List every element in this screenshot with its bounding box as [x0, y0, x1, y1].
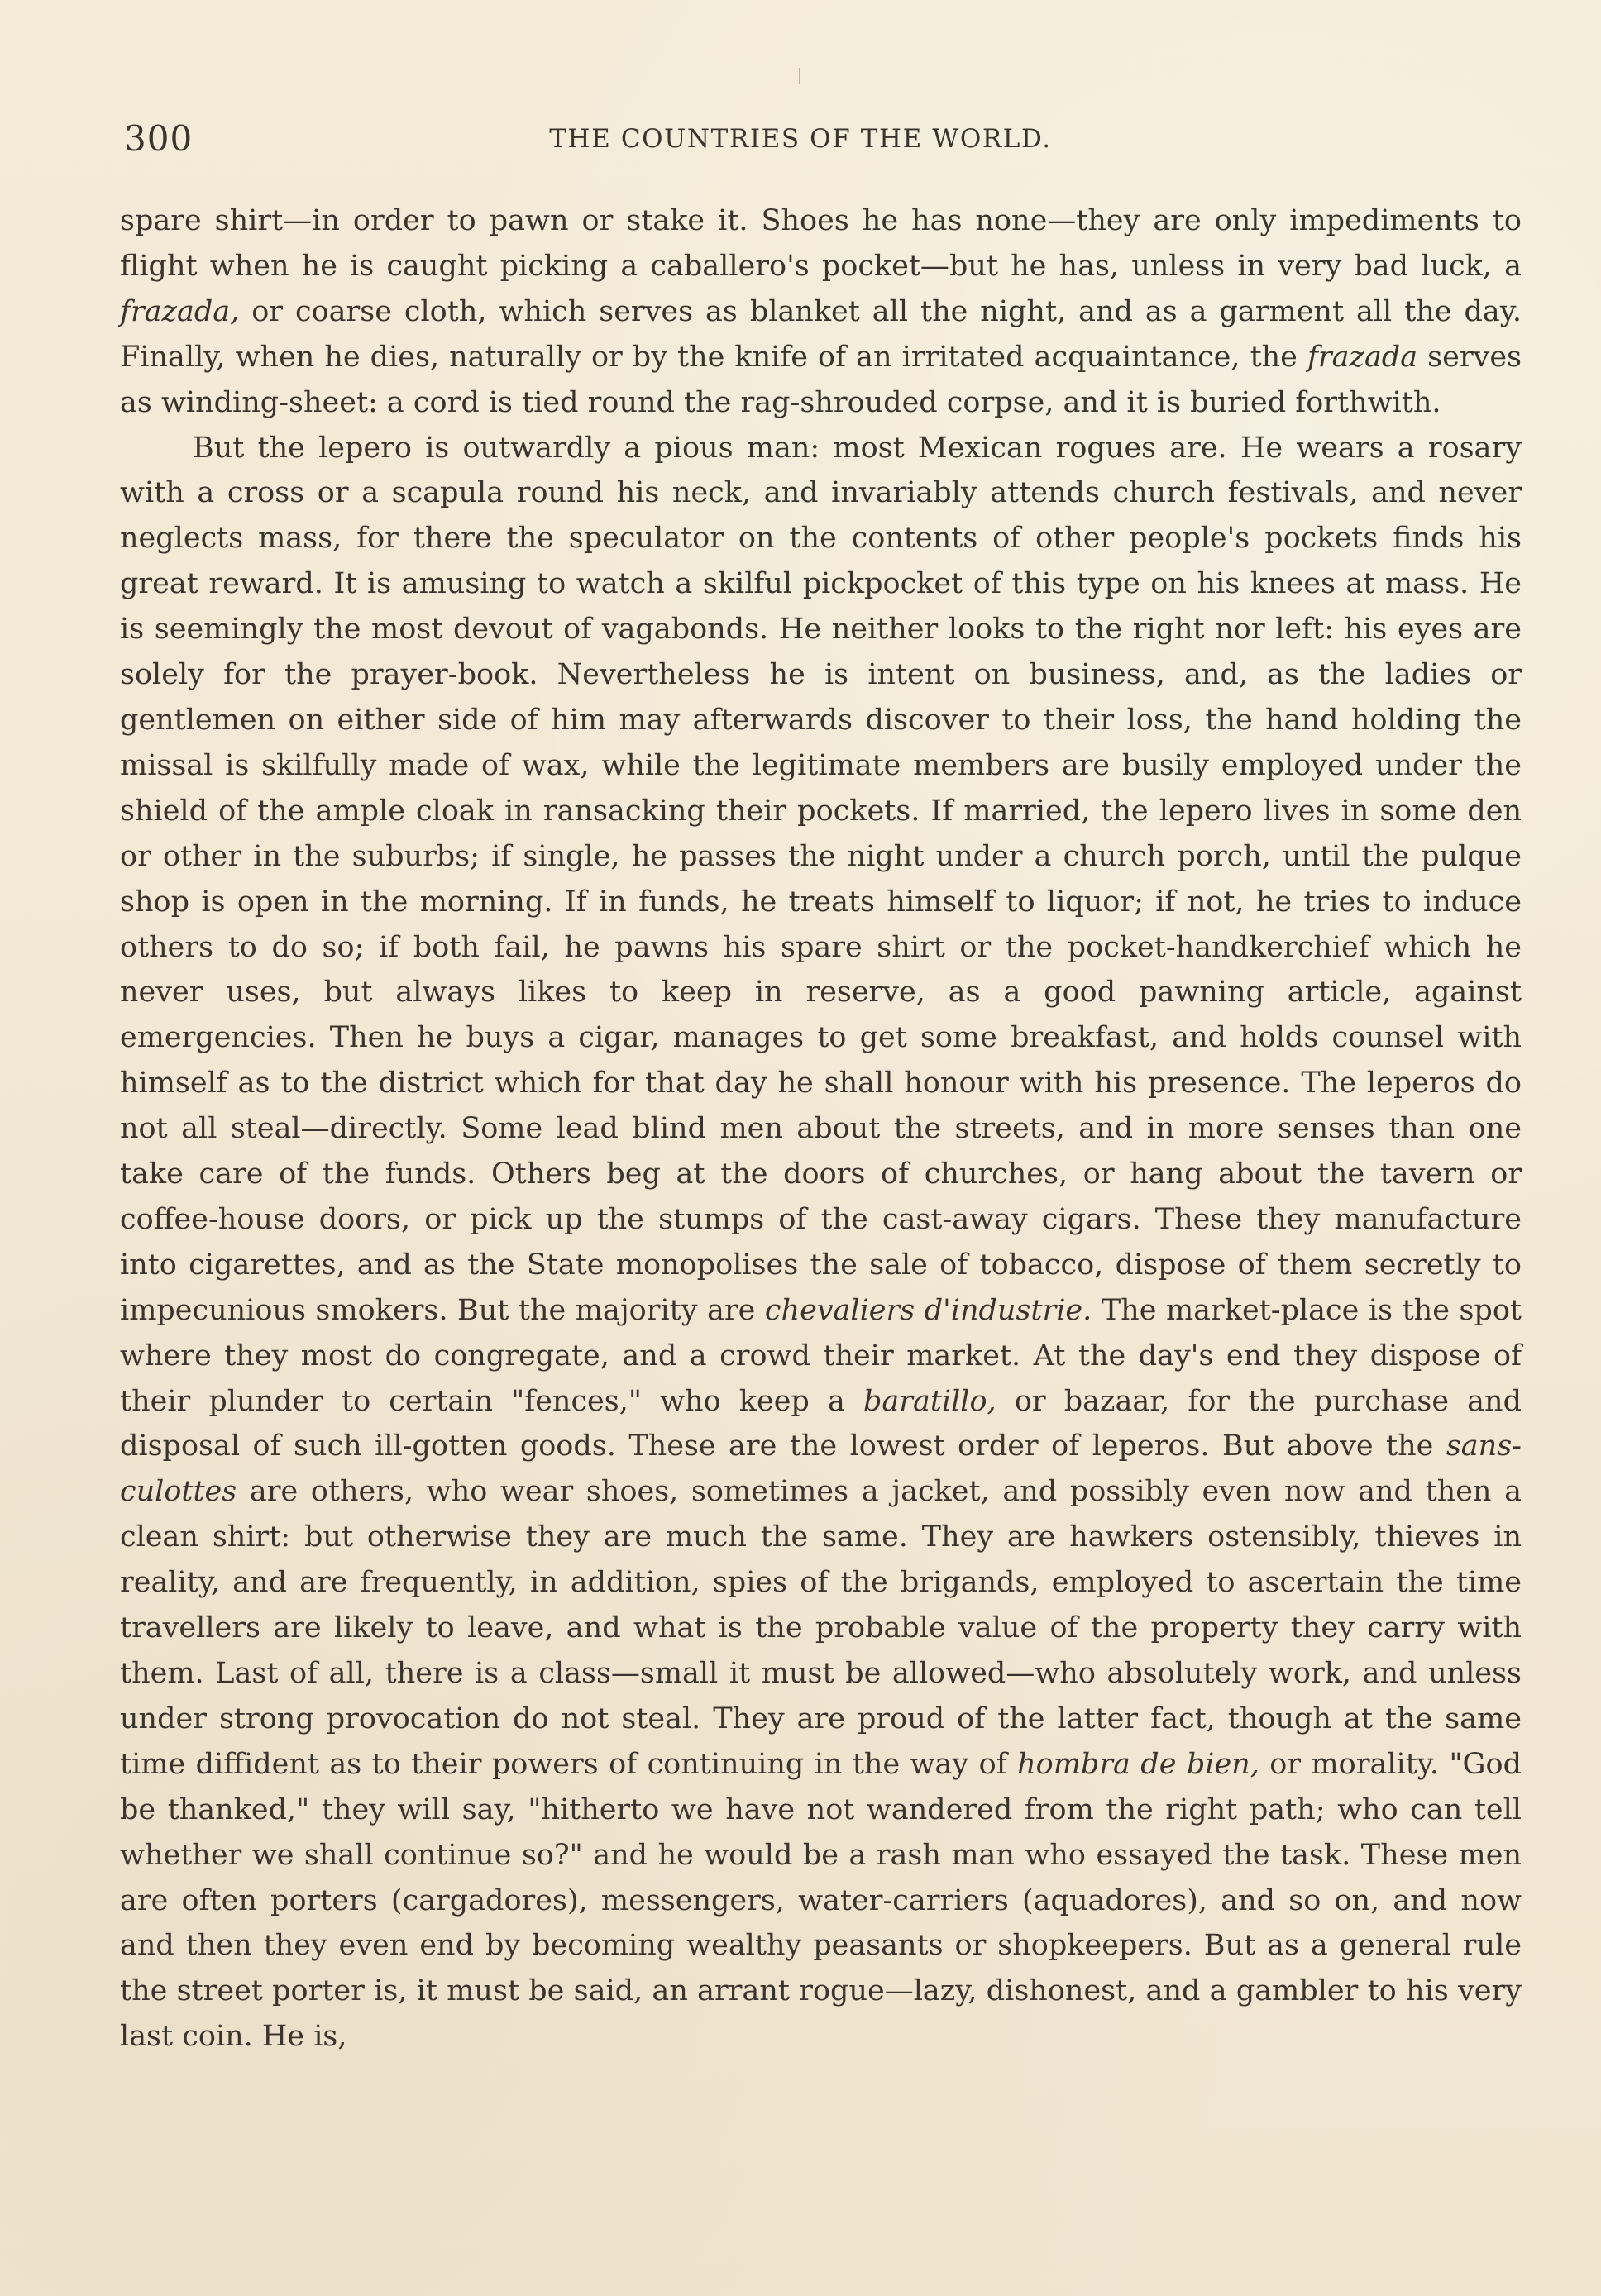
- page-number: 300: [124, 118, 194, 159]
- paragraph-2-part-c: The market-place is the spot where they most do congregate, and a crowd their market. At the day's end they dispose of their plunder to certain "fences," who keep a: [120, 1293, 1522, 1418]
- paragraph-2-italic-hombra-de-bien: hombra de bien,: [1017, 1747, 1259, 1781]
- paragraph-2-italic-baratillo: baratillo,: [863, 1384, 996, 1418]
- paragraph-1-part-e: serves as winding-sheet: a cord is tied round the rag-shrouded corpse, and it is buried forthwith.: [120, 340, 1522, 419]
- paragraph-2-part-i: or morality. "God be thanked," they will say, "hitherto we have not wandered from the right path; who can tell whether we shall continue so?" and he would be a rash man who essayed the task. These men are often porters (cargadores), messengers, water-carriers (aquadores), and so on, and now and then they even end by becoming wealthy peasants or shopkeepers. But as a general rule the street porter is, it must be said, an arrant rogue—lazy, dishonest, and a gambler to his very last coin. He is,: [120, 1747, 1522, 2054]
- main-text: [120, 198, 1522, 2060]
- paragraph-1-part-a: spare shirt—in order to pawn or stake it. Shoes he has none—they are only impediments to flight when he is caught picking a caballero's pocket—but he has, unless in very bad luck, a: [120, 204, 1522, 283]
- paragraph-2-part-e: or bazaar, for the purchase and disposal of such ill-gotten goods. These are the lowest order of leperos. But above the: [120, 1384, 1522, 1463]
- running-head: THE COUNTRIES OF THE WORLD.: [549, 124, 1052, 154]
- paragraph-1-part-c: or coarse cloth, which serves as blanket all the night, and as a garment all the day. Finally, when he dies, naturally or by the knife of an irritated acquaintance, the: [120, 294, 1522, 374]
- paragraph-2-italic-sans-culottes: sans-culottes: [120, 1430, 1522, 1509]
- paragraph-1-italic-frazada-1: frazada,: [120, 294, 240, 328]
- page-mark: [799, 68, 800, 84]
- paragraph-1-italic-frazada-2: frazada: [1307, 340, 1418, 374]
- paragraph-2-italic-chevaliers: chevaliers d'industrie.: [764, 1293, 1092, 1327]
- paragraph-2: [120, 426, 1522, 2060]
- paragraph-1: [120, 198, 1522, 426]
- page-header: [0, 114, 1601, 164]
- paragraph-2-part-a: But the lepero is outwardly a pious man: most Mexican rogues are. He wears a rosary with a cross or a scapula round his neck, and invariably attends church festivals, and never neglects mass, for there the speculator on the contents of other people's pockets finds his great reward. It is amusing to watch a skilful pickpocket of this type on his knees at mass. He is seemingly the most devout of vagabonds. He neither looks to the right nor left: his eyes are solely for the prayer-book. Nevertheless he is intent on business, and, as the ladies or gentlemen on either side of him may afterwards discover to their loss, the hand holding the missal is skilfully made of wax, while the legitimate members are busily employed under the shield of the ample cloak in ransacking their pockets. If married, the lepero lives in some den or other in the suburbs; if single, he passes the night under a church porch, until the pulque shop is open in the morning. If in funds, he treats himself to liquor; if not, he tries to induce others to do so; if both fail, he pawns his spare shirt or the pocket-handkerchief which he never uses, but always likes to keep in reserve, as a good pawning article, against emergencies. Then he buys a cigar, manages to get some breakfast, and holds counsel with himself as to the district which for that day he shall honour with his presence. The leperos do not all steal—directly. Some lead blind men about the streets, and in more senses than one take care of the funds. Others beg at the doors of churches, or hang about the tavern or coffee-house doors, or pick up the stumps of the cast-away cigars. These they manufacture into cigarettes, and as the State monopolises the sale of tobacco, dispose of them secretly to impecunious smokers. But the majority are: [120, 431, 1522, 1327]
- paragraph-2-part-g: are others, who wear shoes, sometimes a jacket, and possibly even now and then a clean shirt: but otherwise they are much the same. They are hawkers ostensibly, thieves in reality, and are frequently, in addition, spies of the brigands, employed to ascertain the time travellers are likely to leave, and what is the probable value of the property they carry with them. Last of all, there is a class—small it must be allowed—who absolutely work, and unless under strong provocation do not steal. They are proud of the latter fact, though at the same time diffident as to their powers of continuing in the way of: [120, 1475, 1522, 1781]
